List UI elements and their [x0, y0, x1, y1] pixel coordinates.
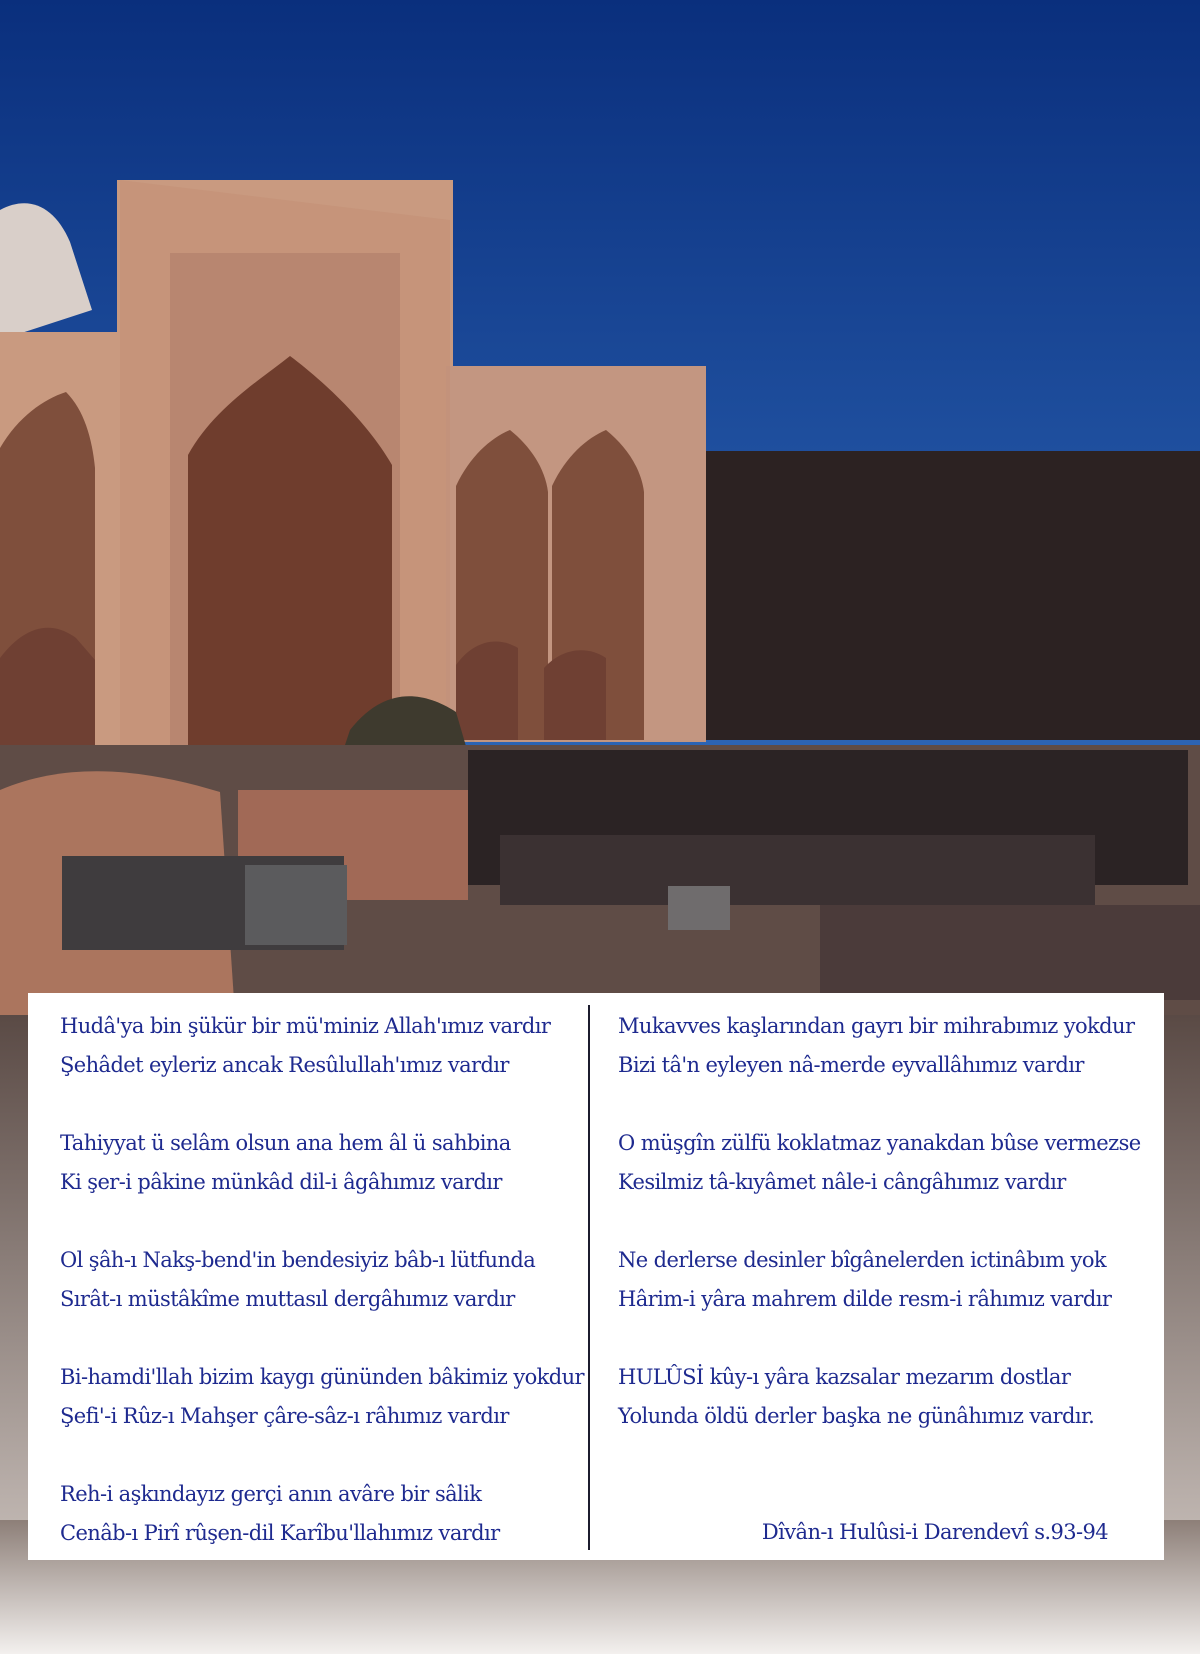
- stanza: [60, 1124, 580, 1241]
- verse-line: Kesilmiz tâ-kıyâmet nâle-i cângâhımız vardır: [618, 1170, 1066, 1194]
- verse-line: Şefi'-i Rûz-ı Mahşer çâre-sâz-ı râhımız vardır: [60, 1404, 509, 1428]
- poem-panel: [28, 993, 1164, 1560]
- verse-line: Hârim-i yâra mahrem dilde resm-i râhımız vardır: [618, 1287, 1112, 1311]
- stanza: [618, 1124, 1148, 1241]
- stanza: [60, 1358, 584, 1475]
- verse-line: Reh-i aşkındayız gerçi anın avâre bir sâlik: [60, 1482, 482, 1506]
- source-citation: Dîvân-ı Hulûsi-i Darendevî s.93-94: [761, 1520, 1108, 1544]
- verse-line: Tahiyyat ü selâm olsun ana hem âl ü sahbina: [60, 1131, 511, 1155]
- stanza: [618, 1241, 1148, 1358]
- verse-line: Bi-hamdi'llah bizim kaygı gününden bâkimiz yokdur: [60, 1365, 584, 1389]
- verse-line: Ki şer-i pâkine münkâd dil-i âgâhımız vardır: [60, 1170, 502, 1194]
- verse-line: Mukavves kaşlarından gayrı bir mihrabımız yokdur: [618, 1014, 1135, 1038]
- verse-line: Şehâdet eyleriz ancak Resûlullah'ımız vardır: [60, 1053, 509, 1077]
- poem-right-column: [618, 1007, 1148, 1475]
- dark-wall: [676, 451, 1200, 740]
- stanza: [618, 1358, 1148, 1475]
- stanza: [60, 1475, 580, 1592]
- verse-line: Yolunda öldü derler başka ne günâhımız vardır.: [618, 1404, 1095, 1428]
- verse-line: Ne derlerse desinler bîgânelerden ictinâbım yok: [618, 1248, 1106, 1272]
- verse-line: Cenâb-ı Pirî rûşen-dil Karîbu'llahımız vardır: [60, 1521, 500, 1545]
- verse-line: Bizi tâ'n eyleyen nâ-merde eyvallâhımız vardır: [618, 1053, 1084, 1077]
- tomb-1-face: [245, 865, 347, 945]
- tomb-head: [668, 886, 730, 930]
- stanza: [60, 1007, 580, 1124]
- stanza: [618, 1007, 1148, 1124]
- poem-left-column: [60, 1007, 584, 1592]
- verse-line: Ol şâh-ı Nakş-bend'in bendesiyiz bâb-ı lütfunda: [60, 1248, 536, 1272]
- tomb-row-3: [820, 905, 1200, 1000]
- verse-line: Sırât-ı müstâkîme muttasıl dergâhımız vardır: [60, 1287, 515, 1311]
- left-arch-bottom: [0, 628, 95, 748]
- tomb-row-2: [500, 835, 1095, 905]
- verse-line: Hudâ'ya bin şükür bir mü'miniz Allah'ımız vardır: [60, 1014, 551, 1038]
- right-arch-4: [544, 650, 606, 740]
- column-divider: [588, 1005, 590, 1550]
- verse-line: HULÛSİ kûy-ı yâra kazsalar mezarım dostlar: [618, 1365, 1071, 1389]
- verse-line: O müşgîn zülfü koklatmaz yanakdan bûse vermezse: [618, 1131, 1141, 1155]
- right-arch-3: [456, 641, 518, 740]
- stanza: [60, 1241, 580, 1358]
